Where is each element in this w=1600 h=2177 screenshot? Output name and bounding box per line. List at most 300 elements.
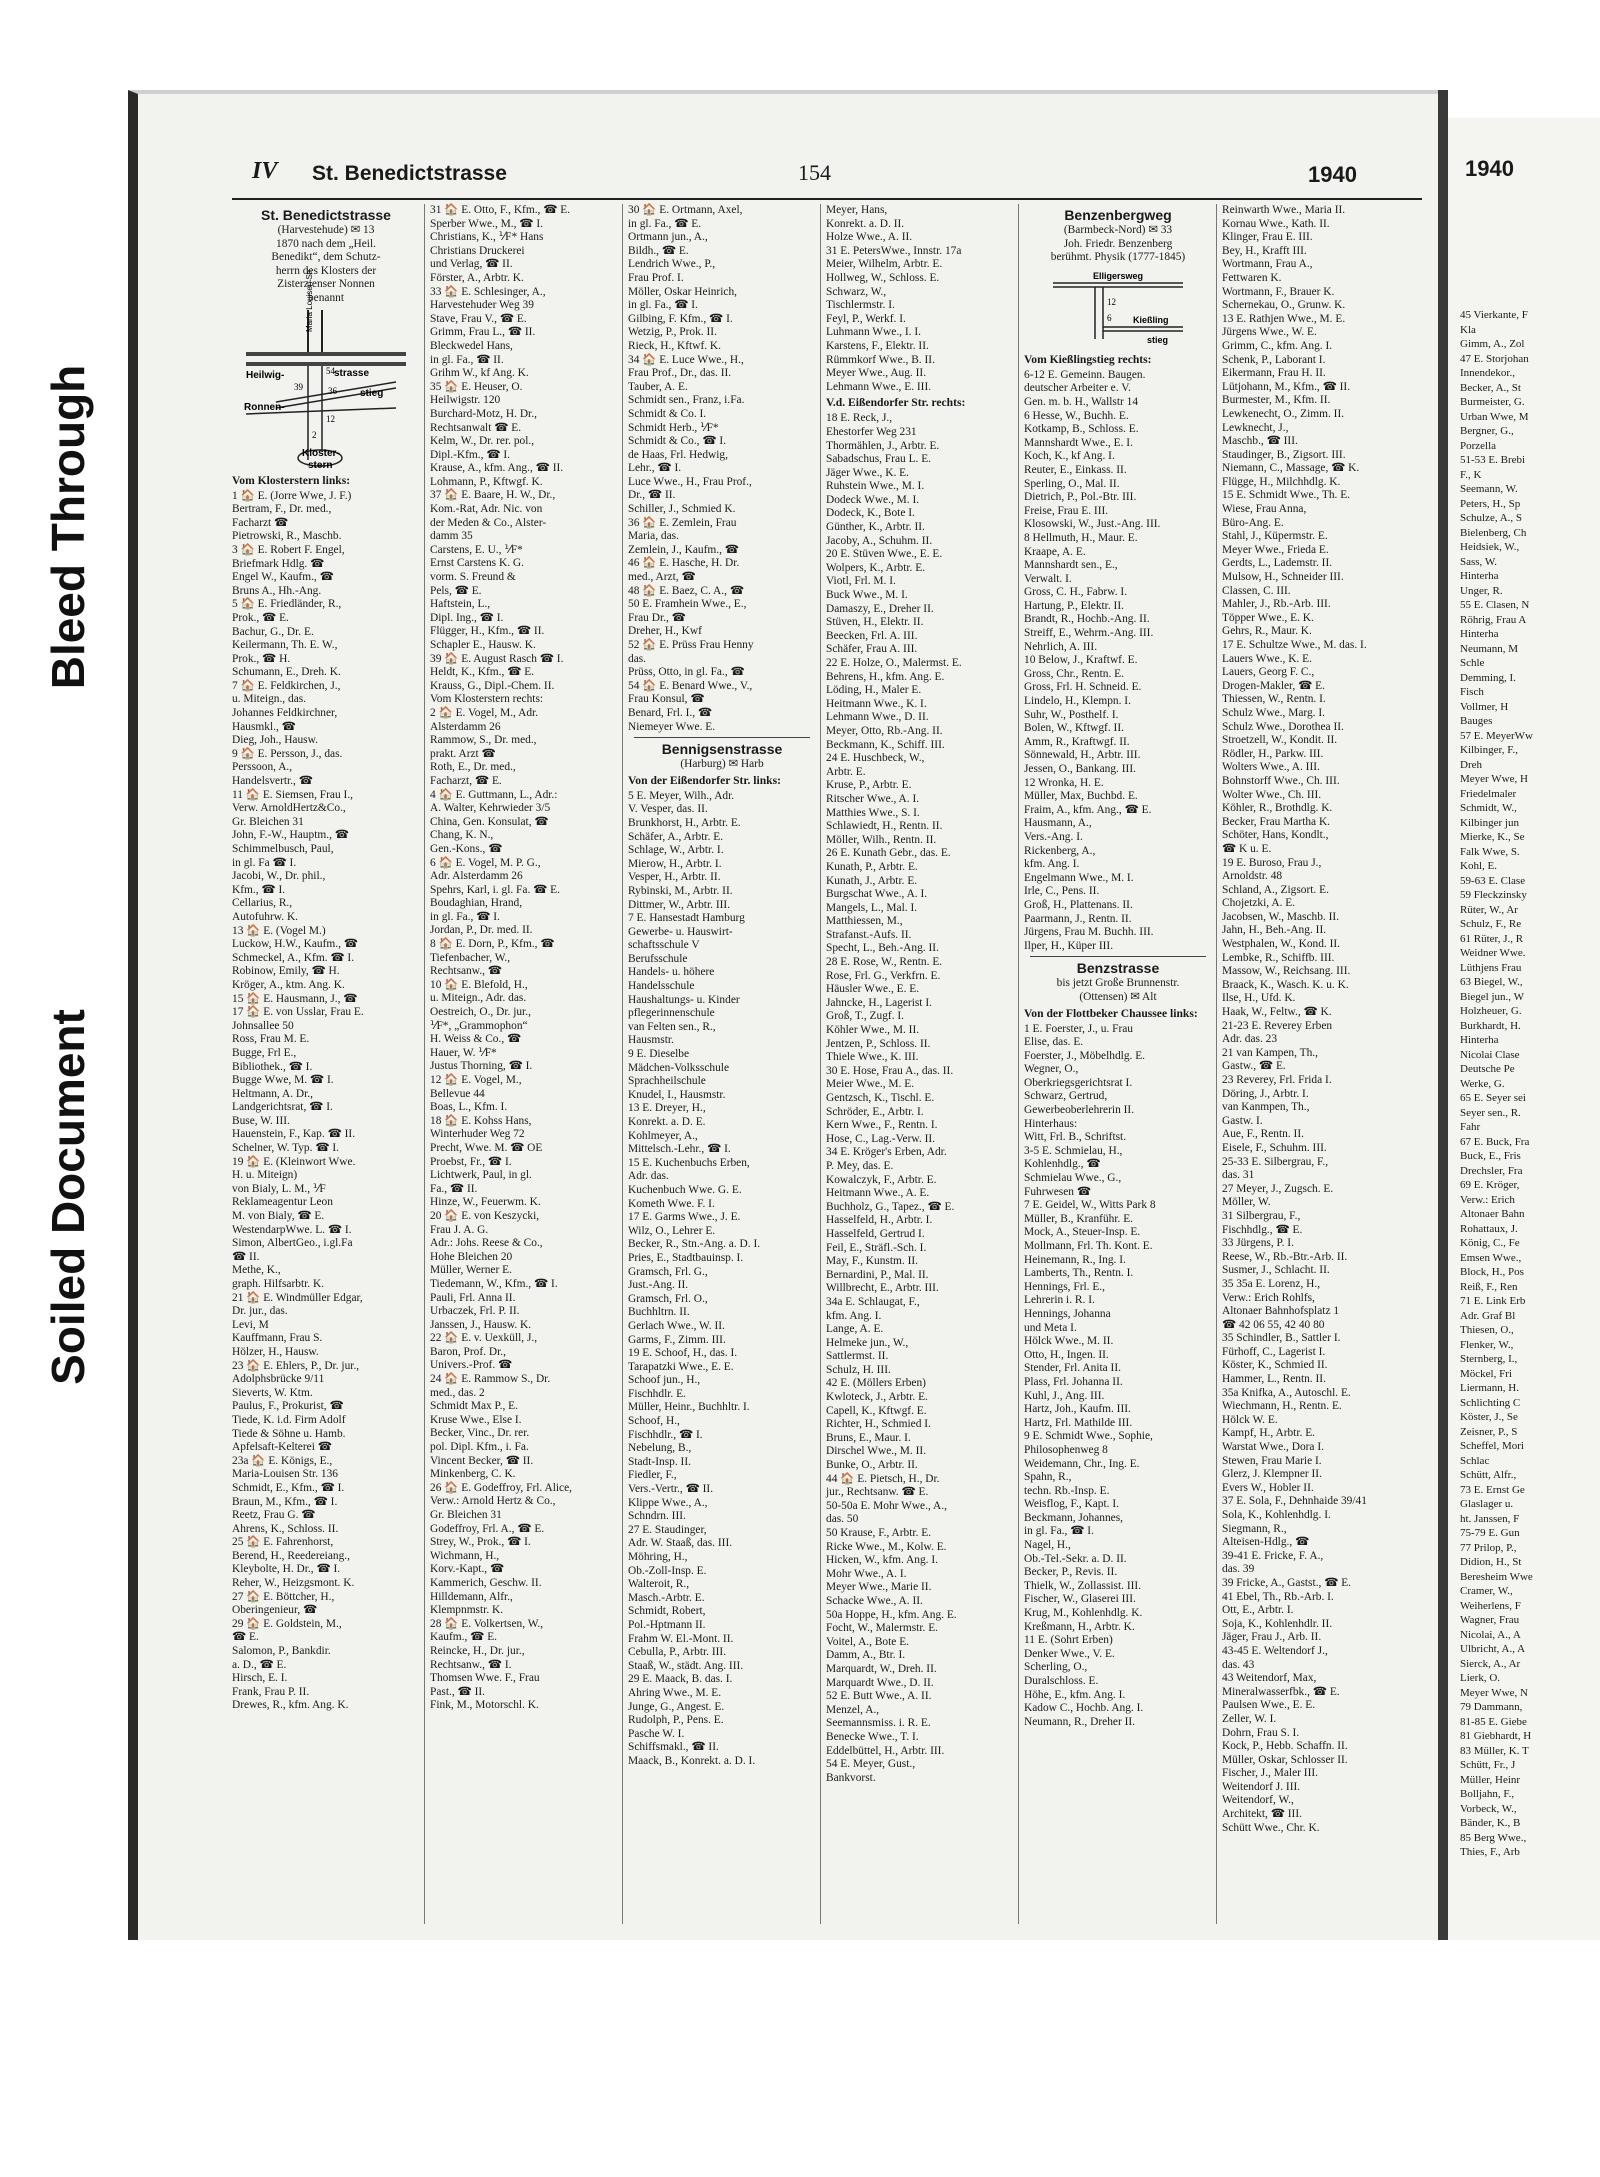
directory-entry: Schmielau Wwe., G., [1024, 1172, 1122, 1185]
directory-entry: 13 🏠 E. (Vogel M.) [232, 924, 326, 937]
directory-entry: Bolen, W., Kftwgf. II. [1024, 722, 1124, 735]
directory-entry: Braack, K., Wasch. K. u. K. [1222, 978, 1349, 991]
directory-entry: Adr. das. [628, 1170, 669, 1183]
directory-entry: Klippe Wwe., A., [628, 1496, 708, 1509]
directory-entry: Bachur, G., Dr. E. [232, 625, 314, 638]
directory-entry: 5 🏠 E. Friedländer, R., [232, 598, 342, 611]
directory-entry: 12 Wronka, H. E. [1024, 776, 1104, 789]
next-page-entry: 71 E. Link Erb [1460, 1295, 1526, 1307]
directory-entry: 23 🏠 E. Ehlers, P., Dr. jur., [232, 1359, 360, 1372]
directory-entry: Klosowski, W., Just.-Ang. III. [1024, 518, 1161, 531]
directory-entry: Meyer Wwe., Aug. II. [826, 367, 927, 380]
directory-entry: in gl. Fa ☎ I. [232, 856, 297, 869]
directory-entry: Meyer, Otto, Rb.-Ang. II. [826, 724, 943, 737]
directory-entry: Kwloteck, J., Arbtr. E. [826, 1391, 928, 1404]
next-page-entry: Holzheuer, G. [1460, 1005, 1522, 1017]
directory-entry: Berufsschule [628, 952, 688, 965]
next-page-entry: 61 Rüter, J., R [1460, 932, 1524, 945]
directory-entry: Köhler Wwe., M. II. [826, 1024, 920, 1037]
street-intro-line: benannt [307, 291, 345, 304]
directory-entry: techn. Rb.-Insp. E. [1024, 1484, 1110, 1497]
directory-entry: van Kanmpen, Th., [1222, 1101, 1310, 1114]
next-page-entry: Burkhardt, H. [1460, 1019, 1521, 1032]
map-label-39: 39 [294, 381, 303, 392]
next-page-entry: 79 Dammann, [1460, 1701, 1523, 1713]
street-intro-line: bis jetzt Große Brunnenstr. [1056, 977, 1180, 990]
directory-entry: Garms, F., Zimm. III. [628, 1333, 726, 1346]
directory-entry: Ernst Carstens K. G. [430, 557, 524, 570]
directory-entry: Meier, Wilhelm, Arbtr. E. [826, 258, 943, 271]
directory-entry: Hirsch, E. I. [232, 1672, 288, 1685]
directory-entry: Kornau Wwe., Kath. II. [1222, 217, 1330, 230]
directory-entry: Schmidt, Robert, [628, 1605, 706, 1618]
directory-entry: Briefmark Hdlg. ☎ [232, 557, 325, 570]
directory-entry: Staudinger, B., Zigsort. III. [1222, 448, 1346, 461]
directory-entry: Becker, P., Revis. II. [1024, 1566, 1118, 1579]
next-page-entry: Werke, G. [1460, 1077, 1505, 1090]
directory-entry: 2 🏠 E. Vogel, M., Adr. [430, 706, 539, 719]
directory-entry: Wetzig, P., Prok. II. [628, 326, 717, 339]
directory-entry: Damaszy, E., Dreher II. [826, 602, 934, 615]
directory-entry: Mierow, H., Arbtr. I. [628, 857, 722, 870]
directory-entry: Kohlmeyer, A., [628, 1129, 698, 1142]
directory-entry: Schiffsmakl., ☎ II. [628, 1741, 719, 1754]
directory-entry: Köster, K., Schmied II. [1222, 1359, 1328, 1372]
directory-entry: Maschb., ☎ III. [1222, 435, 1298, 448]
directory-entry: Plass, Frl. Johanna II. [1024, 1375, 1123, 1388]
directory-entry: ☎ E. [232, 1631, 259, 1644]
directory-entry: Pauli, Frl. Anna II. [430, 1291, 516, 1304]
directory-entry: Gastw., ☎ E. [1222, 1060, 1286, 1073]
column-divider [1216, 204, 1217, 1924]
directory-entry: von Bialy, L. M., ⅟F [232, 1182, 326, 1195]
directory-entry: Ruhstein Wwe., M. I. [826, 480, 925, 493]
directory-entry: Carstens, E. U., ⅟F* [430, 543, 523, 556]
next-page-entry: Röhrig, Frau A [1460, 613, 1527, 626]
next-page-entry: Wagner, Frau [1460, 1614, 1520, 1626]
directory-entry: Luckow, H.W., Kaufm., ☎ [232, 938, 358, 951]
directory-entry: Vers.-Vertr., ☎ II. [628, 1483, 714, 1496]
directory-entry: Handelsschule [628, 980, 695, 993]
directory-entry: Classen, C. III. [1222, 584, 1291, 597]
directory-entry: Schmidt Herb., ⅟F* [628, 421, 719, 434]
directory-entry: Schäfer, A., Arbtr. E. [628, 830, 724, 843]
directory-entry: Lohmann, P., Kftwgf. K. [430, 475, 543, 488]
directory-entry: Stewen, Frau Marie I. [1222, 1454, 1322, 1467]
next-page-entry: Schlichting C [1460, 1396, 1521, 1409]
directory-entry: Evers W., Hobler II. [1222, 1481, 1314, 1494]
directory-entry: Weitendorf, W., [1222, 1794, 1294, 1807]
column-5 [1024, 204, 1212, 1924]
next-page-entry: Schlac [1460, 1454, 1490, 1467]
directory-entry: Adr. Alsterdamm 26 [430, 870, 523, 883]
directory-entry: Lendrich Wwe., P., [628, 258, 716, 271]
next-page-entry: ht. Janssen, F [1460, 1512, 1520, 1525]
next-page-entry: Sass, W. [1460, 555, 1497, 568]
directory-entry: Gr. Bleichen 31 [232, 815, 304, 828]
directory-entry: Mittelsch.-Lehr., ☎ I. [628, 1143, 731, 1156]
directory-entry: van Felten sen., R., [628, 1020, 716, 1033]
directory-entry: 9 E. Dieselbe [628, 1048, 690, 1061]
directory-entry: Dohrn, Frau S. I. [1222, 1726, 1300, 1739]
next-page-entry: Deutsche Pe [1460, 1063, 1515, 1075]
directory-entry: Christians, K., ⅟F* Hans [430, 231, 544, 244]
directory-entry: 13 E. Dreyer, H., [628, 1102, 706, 1115]
next-page-entry: Falk Wwe, S. [1460, 845, 1520, 858]
entries-list [430, 204, 618, 1713]
directory-entry: 15 🏠 E. Hausmann, J., ☎ [232, 992, 358, 1005]
directory-entry: Dodeck, K., Bote I. [826, 507, 915, 520]
map-label-maria-louisen: Maria Louisen Str. [305, 267, 314, 332]
directory-entry: Heilwigstr. 120 [430, 394, 501, 407]
directory-entry: Adolphsbrücke 9/11 [232, 1373, 325, 1386]
directory-entry: Robinow, Emily, ☎ H. [232, 965, 340, 978]
directory-entry: Architekt, ☎ III. [1222, 1808, 1302, 1821]
directory-entry: Vincent Becker, ☎ II. [430, 1454, 534, 1467]
directory-entry: Schlage, W., Arbtr. I. [628, 844, 724, 857]
directory-entry: 36 🏠 E. Zemlein, Frau [628, 516, 737, 529]
directory-entry: Fuhrwesen ☎ [1024, 1185, 1092, 1198]
directory-entry: Schmidt sen., Franz, i.Fa. [628, 394, 745, 407]
directory-entry: Sönnewald, H., Arbtr. III. [1024, 749, 1141, 762]
next-page-entry: 45 Vierkante, F [1460, 309, 1528, 321]
directory-entry: Buck Wwe., M. I. [826, 589, 908, 602]
directory-entry: Arnoldstr. 48 [1222, 870, 1283, 883]
directory-entry: Dipl. Ing., ☎ I. [430, 611, 504, 624]
directory-entry: Marquardt, W., Dreh. II. [826, 1662, 937, 1675]
directory-entry: Schndrn. III. [628, 1510, 686, 1523]
directory-entry: Lewkenecht, O., Zimm. II. [1222, 407, 1345, 420]
directory-entry: Fischhdlr., ☎ I. [628, 1428, 703, 1441]
directory-entry: Ob.-Tel.-Sekr. a. D. II. [1024, 1552, 1127, 1565]
directory-entry: Bellevue 44 [430, 1087, 485, 1100]
directory-entry: jur., Rechtsanw. ☎ E. [826, 1486, 929, 1499]
directory-entry: Hauenstein, F., Kap. ☎ II. [232, 1128, 356, 1141]
directory-entry: Ott, E., Arbtr. I. [1222, 1604, 1294, 1617]
directory-entry: Lindelo, H., Klempn. I. [1024, 695, 1131, 708]
directory-entry: 19 E. Schoof, H., das. I. [628, 1347, 738, 1360]
column-divider [820, 204, 821, 1924]
next-page-entry: Dreh [1460, 758, 1482, 771]
directory-entry: das. 31 [1222, 1169, 1255, 1182]
directory-entry: Zeller, W. I. [1222, 1712, 1277, 1725]
directory-entry: pol. Dipl. Kfm., i. Fa. [430, 1441, 529, 1454]
directory-entry: 11 E. (Sohrt Erben) [1024, 1634, 1113, 1647]
next-page-entry: Flenker, W., [1460, 1338, 1514, 1351]
directory-entry: Haushaltungs- u. Kinder [628, 993, 740, 1006]
directory-entry: Döring, J., Arbtr. I. [1222, 1087, 1309, 1100]
directory-entry: Adr. W. Staaß, das. III. [628, 1537, 733, 1550]
directory-entry: 9 🏠 E. Persson, J., das. [232, 747, 343, 760]
directory-entry: 46 🏠 E. Hasche, H. Dr. [628, 557, 740, 570]
directory-entry: Schmidt Max P., E. [430, 1400, 518, 1413]
directory-entry: Bohnstorff Wwe., Ch. III. [1222, 774, 1340, 787]
directory-entry: 50a Hoppe, H., kfm. Ang. E. [826, 1608, 957, 1621]
directory-entry: Kruse, P., Arbtr. E. [826, 779, 912, 792]
directory-entry: in gl. Fa., ☎ E. [628, 217, 702, 230]
directory-entry: Oberingenieur, ☎ [232, 1604, 318, 1617]
column-6 [1222, 204, 1418, 1924]
directory-entry: Schimmelbusch, Paul, [232, 843, 334, 855]
next-page-entry: 57 E. MeyerWw [1460, 729, 1534, 742]
directory-entry: Nehrlich, A. III. [1024, 640, 1098, 653]
entries-list [628, 204, 816, 734]
directory-entry: Reklameagentur Leon [232, 1196, 333, 1209]
directory-entry: 7 E. Geidel, W., Witts Park 8 [1024, 1199, 1156, 1212]
directory-entry: Gerdts, L., Lademstr. II. [1222, 557, 1333, 570]
directory-entry: Jahncke, H., Lagerist I. [826, 996, 932, 1009]
directory-entry: Fiedler, F., [628, 1469, 677, 1482]
directory-entry: Matthiessen, M., [826, 915, 903, 928]
directory-entry: Dipl.-Kfm., ☎ I. [430, 448, 510, 461]
directory-entry: 50-50a E. Mohr Wwe., A., [826, 1499, 947, 1512]
directory-entry: Hölck W. E. [1222, 1413, 1278, 1426]
next-page-entry: Nicolai Clase [1460, 1048, 1520, 1061]
directory-entry: Denker Wwe., V. E. [1024, 1647, 1115, 1660]
directory-entry: in gl. Fa., ☎ I. [628, 299, 698, 312]
directory-entry: Lichtwerk, Paul, in gl. [430, 1169, 532, 1182]
next-page-entry: Scheffel, Mori [1460, 1440, 1524, 1452]
directory-entry: Minkenberg, C. K. [430, 1468, 516, 1481]
next-page-entry: Bänder, K., B [1460, 1817, 1521, 1829]
next-page-sliver [1448, 118, 1600, 1940]
directory-entry: 35 35a E. Lorenz, H., [1222, 1277, 1321, 1290]
directory-entry: Schmidt, E., Kfm., ☎ I. [232, 1481, 345, 1494]
directory-entry: Autofuhrw. K. [232, 910, 299, 923]
directory-entry: Bertram, F., Dr. med., [232, 503, 332, 516]
next-page-entry: Weidner Wwe. [1460, 947, 1526, 959]
directory-entry: Jäger Wwe., K. E. [826, 466, 909, 479]
directory-entry: Brunkhorst, H., Arbtr. E. [628, 816, 741, 829]
directory-entry: Rybinski, M., Arbtr. II. [628, 884, 733, 897]
directory-entry: Knudel, I., Hausmstr. [628, 1088, 726, 1101]
directory-entry: Mannshardt sen., E., [1024, 559, 1118, 572]
directory-entry: Frank, Frau P. II. [232, 1685, 310, 1698]
directory-entry: Hinze, W., Feuerwm. K. [430, 1196, 541, 1209]
directory-entry: Boas, L., Kfm. I. [430, 1101, 508, 1114]
directory-entry: 22 🏠 E. v. Uexküll, J., [430, 1332, 538, 1345]
directory-entry: Bankvorst. [826, 1771, 876, 1784]
directory-entry: 18 E. Reck, J., [826, 412, 893, 425]
directory-entry: Thormählen, J., Arbtr. E. [826, 439, 940, 452]
directory-entry: Apfelsaft-Kelterei ☎ [232, 1441, 332, 1454]
directory-entry: Büro-Ang. E. [1222, 516, 1284, 529]
directory-entry: Oestreich, O., Dr. jur., [430, 1006, 531, 1019]
street-intro-line: (Harburg) ✉ Harb [680, 758, 764, 771]
directory-entry: Schwarz, Gertrud, [1024, 1090, 1108, 1103]
directory-entry: Rödler, H., Parkw. III. [1222, 747, 1324, 760]
directory-entry: in gl. Fa., ☎ I. [430, 910, 500, 923]
directory-entry: 23 Reverey, Frl. Frida I. [1222, 1074, 1332, 1086]
directory-entry: Tiede, K. i.d. Firm Adolf [232, 1413, 346, 1426]
directory-entry: Nagel, H., [1024, 1539, 1071, 1552]
directory-entry: Mahler, J., Rb.-Arb. III. [1222, 598, 1331, 611]
directory-entry: Hausmann, A., [1024, 817, 1092, 830]
column-divider [424, 204, 425, 1924]
directory-entry: Capell, K., Kftwgf. E. [826, 1404, 927, 1417]
directory-entry: Fa., ☎ II. [430, 1182, 478, 1195]
directory-entry: 41 Ebel, Th., Rb.-Arb. I. [1222, 1590, 1334, 1603]
street-heading: Benzstrasse [1076, 960, 1160, 977]
directory-entry: Paarmann, J., Rentn. II. [1024, 912, 1132, 925]
next-page-entry: Urban Wwe, M [1460, 410, 1529, 423]
directory-entry: 42 E. (Möllers Erben) [826, 1377, 926, 1390]
directory-entry: 34 🏠 E. Luce Wwe., H., [628, 353, 744, 366]
map-label-heilwig: Heilwig- [246, 369, 285, 381]
column-1 [232, 204, 420, 1924]
directory-entry: Handelsvertr., ☎ [232, 775, 313, 788]
directory-entry: Beckmann, Johannes, [1024, 1511, 1124, 1524]
section-label: Vom Kießlingstieg rechts: [1024, 352, 1152, 366]
directory-entry: Niemann, C., Massage, ☎ K. [1222, 462, 1360, 475]
directory-entry: Fischhdlr. E. [628, 1387, 686, 1400]
map-label-12: 12 [326, 413, 335, 424]
directory-entry: Lehmann Wwe., E. III. [826, 380, 932, 393]
directory-entry: 52 E. Butt Wwe., A. II. [826, 1690, 932, 1703]
directory-entry: 9 E. Schmidt Wwe., Sophie, [1024, 1430, 1153, 1443]
next-page-entry: Thiesen, O., [1460, 1324, 1514, 1336]
directory-entry: Kruse Wwe., Else I. [430, 1413, 522, 1426]
directory-entry: Feil, E., Sträfl.-Sch. I. [826, 1241, 927, 1254]
directory-entry: 17 E. Schultze Wwe., M. das. I. [1222, 639, 1367, 651]
directory-entry: Gewerbe- u. Hauswirt- [628, 925, 733, 938]
directory-entry: 39 🏠 E. August Rasch ☎ I. [430, 652, 564, 665]
directory-entry: China, Gen. Konsulat, ☎ [430, 815, 549, 828]
directory-entry: Jäger, Frau J., Arb. II. [1222, 1631, 1322, 1644]
directory-entry: Reetz, Frau G. ☎ [232, 1509, 316, 1522]
directory-entry: Rechtsanwalt ☎ E. [430, 421, 522, 434]
directory-entry: Kern Wwe., F., Rentn. I. [826, 1119, 938, 1132]
next-page-entry: Mierke, K., Se [1460, 831, 1525, 843]
entries-list [826, 204, 1014, 394]
next-page-entry: Kla [1460, 323, 1476, 336]
map-label-2: 2 [312, 429, 317, 440]
directory-entry: Ortmann jun., A., [628, 231, 708, 244]
directory-entry: Mollmann, Frl. Th. Kont. E. [1024, 1240, 1153, 1252]
directory-entry: Suhr, W., Posthelf. I. [1024, 708, 1119, 721]
directory-entry: Beecken, Frl. A. III. [826, 629, 918, 642]
next-page-entry: Becker, A., St [1460, 381, 1521, 394]
directory-entry: Schulz Wwe., Marg. I. [1222, 706, 1326, 719]
directory-entry: Möller, Oskar Heinrich, [628, 285, 737, 298]
directory-entry: Schmidt & Co., ☎ I. [628, 435, 727, 448]
street-intro-line: (Harvestehude) ✉ 13 [277, 224, 375, 236]
directory-entry: 39 Fricke, A., Gastst., ☎ E. [1222, 1576, 1352, 1589]
directory-entry: Vom Klosterstern rechts: [430, 693, 544, 706]
directory-entry: Hartung, P., Elektr. II. [1024, 599, 1124, 612]
directory-entry: Cebulla, P., Arbtr. III. [628, 1646, 727, 1659]
directory-entry: Schernekau, O., Grunw. K. [1222, 299, 1346, 312]
directory-entry: Spahn, R., [1024, 1471, 1072, 1484]
next-page-entry: Innendekor., [1460, 367, 1515, 379]
next-page-entry: Emsen Wwe., [1460, 1251, 1522, 1264]
directory-entry: Eisele, F., Schuhm. III. [1222, 1141, 1327, 1154]
map-label-ronnen: Ronnen- [244, 401, 285, 413]
directory-entry: Wilz, O., Lehrer E. [628, 1224, 716, 1237]
section-label: V.d. Eißendorfer Str. rechts: [826, 396, 966, 410]
directory-entry: 21 van Kampen, Th., [1222, 1046, 1318, 1059]
directory-entry: Mock, A., Steuer-Insp. E. [1024, 1226, 1141, 1239]
directory-entry: Jahn, H., Beh.-Ang. II. [1222, 924, 1327, 937]
directory-entry: Jessen, O., Bankang. III. [1024, 763, 1136, 775]
directory-entry: 30 🏠 E. Ortmann, Axel, [628, 204, 743, 216]
bleed-through-label: Bleed Through [42, 364, 94, 690]
directory-entry: Jacobi, W., Dr. phil., [232, 870, 326, 883]
street-intro [628, 758, 816, 772]
directory-entry: Harvestehuder Weg 39 [430, 299, 534, 312]
directory-entry: Ilse, H., Ufd. K. [1222, 992, 1296, 1005]
directory-entry: 43 Weitendorf, Max, [1222, 1672, 1317, 1685]
directory-entry: Benard, Frl. I., ☎ [628, 706, 713, 719]
directory-entry: Dietrich, P., Pol.-Btr. III. [1024, 491, 1137, 504]
directory-entry: 17 E. Garms Wwe., J. E. [628, 1211, 741, 1224]
directory-entry: Becker, Vinc., Dr. rer. [430, 1427, 530, 1440]
directory-entry: Nebelung, B., [628, 1442, 692, 1455]
directory-entry: Ehestorfer Weg 231 [826, 425, 917, 438]
directory-entry: Groß, T., Zugf. I. [826, 1010, 905, 1023]
directory-entry: Baron, Prof. Dr., [430, 1345, 506, 1358]
directory-entry: Karstens, F., Elektr. II. [826, 339, 929, 352]
directory-entry: Hausmstr. [628, 1034, 674, 1047]
directory-entry: Klinger, Frau E. III. [1222, 231, 1313, 244]
directory-entry: Hennings, Johanna [1024, 1307, 1111, 1320]
directory-entry: Ricke Wwe., M., Kolw. E. [826, 1540, 947, 1553]
directory-entry: Gehrs, R., Maur. K. [1222, 625, 1312, 638]
street-intro [1024, 224, 1212, 265]
next-page-entry: 63 Biegel, W., [1460, 976, 1523, 988]
directory-entry: Alteisen-Hdlg., ☎ [1222, 1536, 1310, 1549]
next-page-entry: Schmidt, W., [1460, 802, 1517, 814]
directory-entry: 33 Jürgens, P. I. [1222, 1237, 1294, 1250]
directory-entry: Verw.: Erich Rohlfs, [1222, 1291, 1315, 1304]
directory-entry: Damm, A., Btr. I. [826, 1649, 906, 1662]
directory-entry: Paulus, F., Prokurist, ☎ [232, 1400, 344, 1413]
directory-entry: Winterhuder Weg 72 [430, 1128, 525, 1141]
next-page-entry: 55 E. Clasen, N [1460, 599, 1530, 611]
directory-entry: Wegner, O., [1024, 1063, 1079, 1076]
page-gutter [1438, 90, 1448, 1940]
street-intro-line: (Ottensen) ✉ Alt [1079, 990, 1157, 1003]
directory-entry: Bugge Wwe, M. ☎ I. [232, 1074, 334, 1087]
directory-entry: Möhring, H., [628, 1551, 688, 1563]
directory-entry: Sperber Wwe., M., ☎ I. [430, 217, 543, 230]
directory-entry: Rümmkorf Wwe., B. II. [826, 353, 935, 366]
header-street: St. Benedictstrasse [312, 162, 507, 185]
directory-entry: Buse, W. III. [232, 1114, 290, 1127]
directory-entry: damm 35 [430, 530, 473, 543]
next-page-entry: Hinterha [1460, 570, 1499, 582]
directory-entry: Warstat Wwe., Dora I. [1222, 1441, 1324, 1454]
directory-entry: A. Walter, Kehrwieder 3/5 [430, 802, 551, 815]
directory-entry: Heinemann, R., Ing. I. [1024, 1253, 1126, 1266]
directory-entry: Müller, Heinr., Buchhltr. I. [628, 1401, 750, 1414]
next-page-entry: Reiß, F., Ren [1460, 1280, 1518, 1293]
directory-entry: Bunke, O., Arbtr. II. [826, 1459, 918, 1472]
next-page-entry: Bergner, G., [1460, 425, 1514, 437]
directory-entry: Schoof, H., [628, 1415, 680, 1428]
header-year: 1940 [1308, 162, 1357, 187]
directory-entry: Engelmann Wwe., M. I. [1024, 871, 1134, 884]
directory-entry: Hennings, Frl. E., [1024, 1280, 1105, 1293]
directory-entry: Mulsow, H., Schneider III. [1222, 571, 1344, 584]
street-intro [1024, 977, 1212, 1004]
directory-entry: Häusler Wwe., E. E. [826, 983, 920, 996]
directory-entry: Kunath, P., Arbtr. E. [826, 860, 918, 873]
street-heading: Bennigsenstrasse [661, 741, 783, 758]
directory-entry: Hasselfeld, H., Arbtr. I. [826, 1214, 933, 1227]
directory-entry: 21-23 E. Reverey Erben [1222, 1019, 1333, 1032]
directory-entry: Ahrens, K., Schloss. II. [232, 1522, 339, 1535]
